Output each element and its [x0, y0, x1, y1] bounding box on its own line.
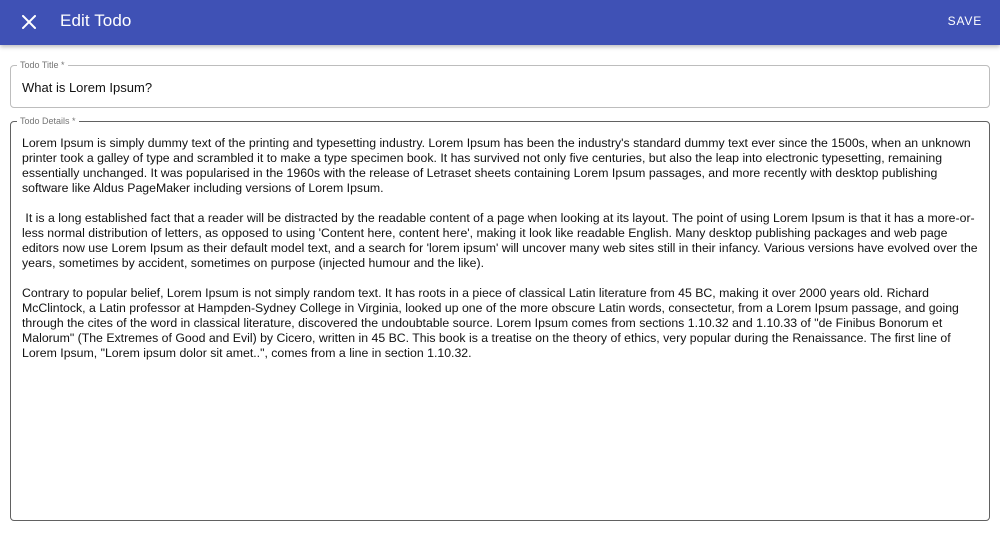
- todo-details-label: Todo Details *: [17, 116, 79, 127]
- details-paragraph: It is a long established fact that a reader will be distracted by the readable content of a page when looking at its layout. The point of using Lorem Ipsum is that it has a more-or-less normal distribution of letters, as opposed to using 'Content here, content here', making it look like readable English. Many desktop publishing packages and web page editors now use Lorem Ipsum as their default model text, and a search for 'lorem ipsum' will uncover many web sites still in their infancy. Various versions have evolved over the years, sometimes by accident, sometimes on purpose (injected humour and the like).: [22, 211, 978, 270]
- details-paragraph: Contrary to popular belief, Lorem Ipsum is not simply random text. It has roots in a piece of classical Latin literature from 45 BC, making it over 2000 years old. Richard McClintock, a Latin professor at Hampden-Sydney College in Virginia, looked up one of the more obscure Latin words, consectetur, from a Lorem Ipsum passage, and going through the cites of the word in classical literature, discovered the undoubtable source. Lorem Ipsum comes from sections 1.10.32 and 1.10.33 of "de Finibus Bonorum et Malorum" (The Extremes of Good and Evil) by Cicero, written in 45 BC. This book is a treatise on the theory of ethics, very popular during the Renaissance. The first line of Lorem Ipsum, "Lorem ipsum dolor sit amet..", comes from a line in section 1.10.32.: [22, 286, 959, 360]
- todo-title-input[interactable]: What is Lorem Ipsum?: [22, 80, 153, 95]
- todo-title-field[interactable]: [10, 60, 990, 108]
- app-bar: [0, 0, 1000, 45]
- close-icon: [22, 15, 36, 29]
- todo-details-textarea[interactable]: [22, 136, 982, 376]
- save-button[interactable]: SAVE: [947, 14, 982, 28]
- details-paragraph: Lorem Ipsum is simply dummy text of the printing and typesetting industry. Lorem Ipsum has been the industry's standard dummy text ever since the 1500s, when an unknown printer took a galley of type and scrambled it to make a type specimen book. It has survived not only five centuries, but also the leap into electronic typesetting, remaining essentially unchanged. It was popularised in the 1960s with the release of Letraset sheets containing Lorem Ipsum passages, and more recently with desktop publishing software like Aldus PageMaker including versions of Lorem Ipsum.: [22, 136, 971, 195]
- todo-details-field[interactable]: [10, 116, 990, 521]
- page-title: Edit Todo: [60, 11, 132, 30]
- close-button[interactable]: [14, 7, 44, 37]
- todo-title-label: Todo Title *: [17, 60, 68, 71]
